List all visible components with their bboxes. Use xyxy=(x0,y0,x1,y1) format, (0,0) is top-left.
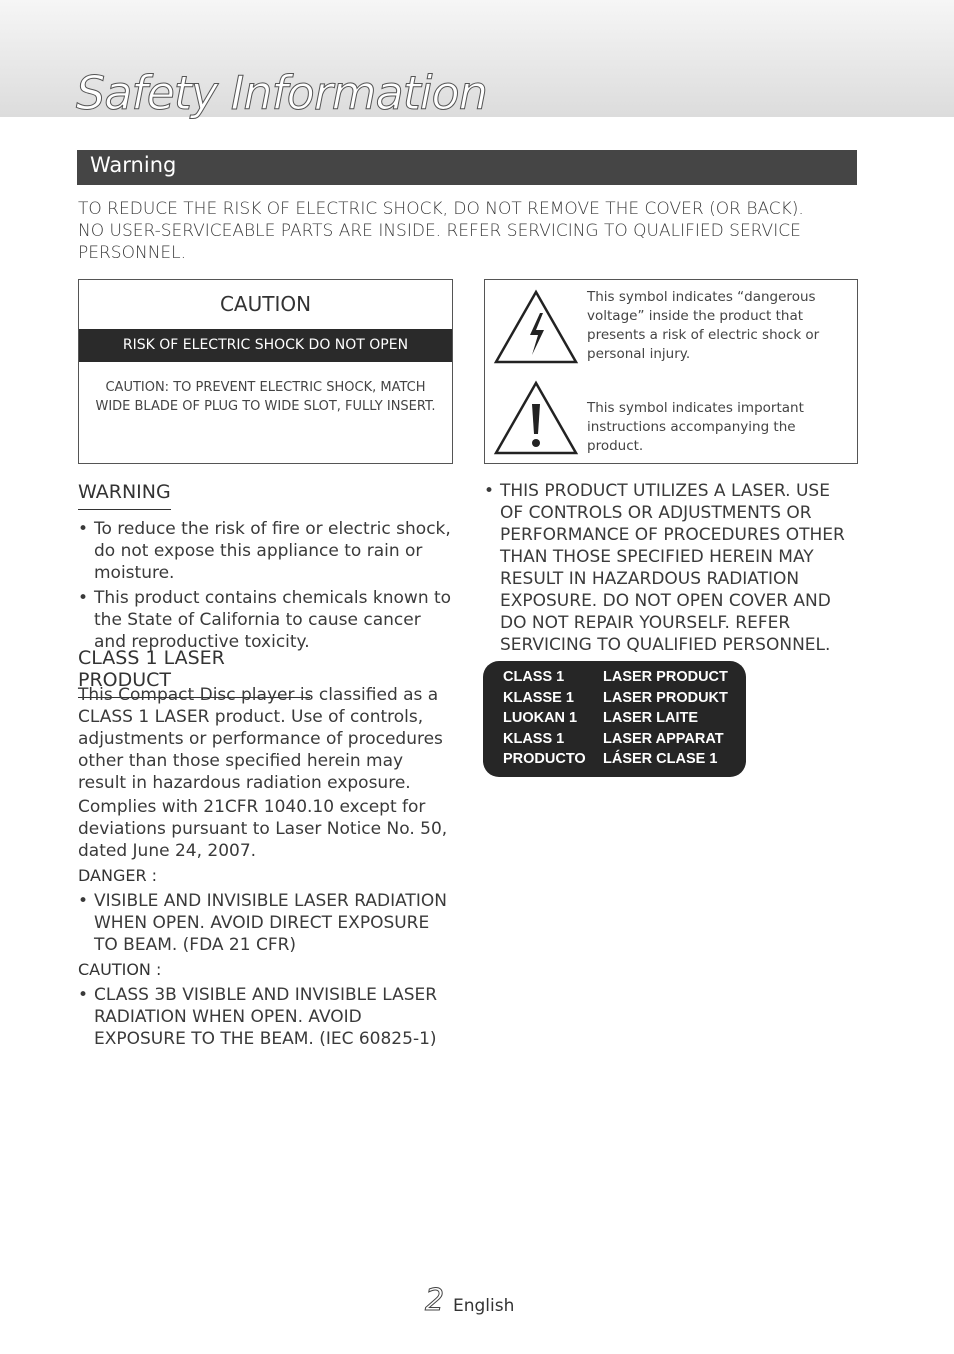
symbol-description: This symbol indicates “dangerous voltage” inside the product that presents a risk of electric shock or personal injury. xyxy=(587,289,820,362)
laser-label-row: KLASS 1 LASER APPARAT xyxy=(503,730,724,747)
page-number: 2 xyxy=(425,1283,445,1318)
laser-paragraph: This Compact Disc player is classified as a CLASS 1 LASER product. Use of controls, adjustments or performance of procedures other than those specified herein may result in hazardous radiation exposure. xyxy=(78,685,443,793)
intro-line: NO USER-SERVICEABLE PARTS ARE INSIDE. REFER SERVICING TO QUALIFIED SERVICE xyxy=(78,221,801,241)
page-title: Safety Information xyxy=(76,66,487,120)
intro-text xyxy=(78,198,838,264)
exclamation-triangle-icon xyxy=(493,380,579,456)
laser-label-row: CLASS 1 LASER PRODUCT xyxy=(503,669,728,685)
list-item: • This product contains chemicals known to the State of California to cause cancer and reproductive toxicity. xyxy=(78,587,456,653)
intro-line: PERSONNEL. xyxy=(78,243,187,263)
compliance-paragraph: Complies with 21CFR 1040.10 except for deviations pursuant to Laser Notice No. 50, dated June 24, 2007. xyxy=(78,797,448,861)
laser-label-row: KLASSE 1 LASER PRODUKT xyxy=(503,689,728,706)
list-item: • THIS PRODUCT UTILIZES A LASER. USE OF CONTROLS OR ADJUSTMENTS OR PERFORMANCE OF PROCEDURES OTHER THAN THOSE SPECIFIED HEREIN MAY RESULT IN HAZARDOUS RADIATION EXPOSURE. DO NOT OPEN COVER AND DO NOT REPAIR YOURSELF. REFER SERVICING TO QUALIFIED PERSONNEL. xyxy=(484,480,854,656)
laser-heading: CLASS 1 LASER PRODUCT xyxy=(78,647,310,698)
list-item: • To reduce the risk of fire or electric shock, do not expose this appliance to rain or moisture. xyxy=(78,518,456,584)
lightning-triangle-icon xyxy=(493,289,579,365)
laser-label-row: PRODUCTO LÁSER CLASE 1 xyxy=(503,751,718,767)
caution-bar: RISK OF ELECTRIC SHOCK DO NOT OPEN xyxy=(79,329,452,362)
laser-label-row: LUOKAN 1 LASER LAITE xyxy=(503,710,699,726)
caution-label: CAUTION : xyxy=(78,960,162,979)
caution-box xyxy=(78,279,453,464)
caution-text: CAUTION: TO PREVENT ELECTRIC SHOCK, MATCH WIDE BLADE OF PLUG TO WIDE SLOT, FULLY INSERT. xyxy=(95,380,436,414)
list-item: • VISIBLE AND INVISIBLE LASER RADIATION WHEN OPEN. AVOID DIRECT EXPOSURE TO BEAM. (FDA 21 CFR) xyxy=(78,890,454,956)
laser-class-label xyxy=(483,661,746,777)
caution-list xyxy=(78,984,454,1050)
laser-warning-list xyxy=(484,480,854,656)
page-language: English xyxy=(453,1296,515,1316)
section-title-bar xyxy=(77,150,857,185)
symbol-description: This symbol indicates important instructions accompanying the product. xyxy=(587,400,804,454)
danger-label: DANGER : xyxy=(78,866,158,885)
danger-list xyxy=(78,890,454,956)
list-item: • CLASS 3B VISIBLE AND INVISIBLE LASER RADIATION WHEN OPEN. AVOID EXPOSURE TO THE BEAM. (IEC 60825-1) xyxy=(78,984,454,1050)
intro-line: TO REDUCE THE RISK OF ELECTRIC SHOCK, DO NOT REMOVE THE COVER (OR BACK). xyxy=(78,199,804,219)
caution-title: CAUTION xyxy=(219,292,312,316)
section-title: Warning xyxy=(90,153,177,177)
warning-heading: WARNING xyxy=(78,481,171,510)
warning-list xyxy=(78,518,456,653)
symbol-box xyxy=(484,279,858,464)
